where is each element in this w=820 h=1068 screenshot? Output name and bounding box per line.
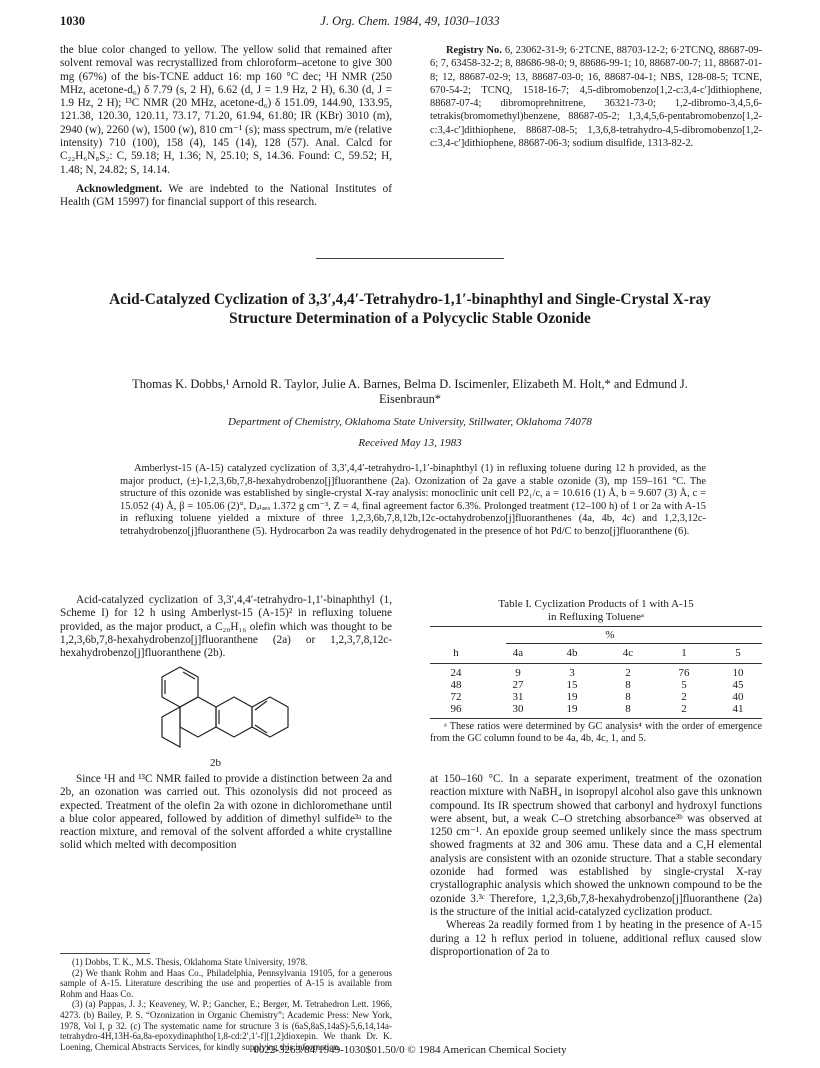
- table-cell: 76: [678, 667, 690, 679]
- table-cell: 45: [732, 679, 744, 691]
- footnote-1: (1) Dobbs, T. K., M.S. Thesis, Oklahoma State University, 1978.: [72, 957, 308, 967]
- affiliation: Department of Chemistry, Oklahoma State University, Stillwater, Oklahoma 74078: [228, 416, 592, 428]
- table-cell: 30: [512, 703, 524, 715]
- column-header: 4a: [512, 647, 524, 659]
- table-title: [430, 598, 762, 624]
- column-header: 1: [681, 647, 687, 659]
- column-header: 4c: [622, 647, 634, 659]
- left-column-body: [60, 773, 392, 853]
- table-row: [430, 703, 762, 716]
- footnote-rule: [60, 953, 150, 954]
- table-header-rule: [430, 663, 762, 664]
- table-cell: 41: [732, 703, 744, 715]
- table-top-rule: [430, 626, 762, 627]
- page-number: 1030: [60, 14, 85, 28]
- table-cell: 48: [450, 679, 462, 691]
- received-date: Received May 13, 1983: [358, 437, 462, 449]
- table-cell: 2: [625, 667, 631, 679]
- table-percent-rule: [506, 643, 762, 644]
- table-cell: 19: [566, 703, 578, 715]
- registry-text: 6, 23062-31-9; 6·2TCNE, 88703-12-2; 6·2TCNQ, 88687-09-6; 7, 63458-32-2; 8, 88686-98-0; 9, 88686-99-1; 10, 88687-00-7; 11, 88687-01-8; 12, 88687-02-9; 13, 88687-03-0; 16, 88687-04-1; NBS, 128-08-5; TCNE, 670-54-2; TCNQ, 1518-16-7; 4,5-dibromobenzo[1,2-c:3,4-c′]dithiophene, 88687-07-4; dibromoprehnitrene, 36321-73-0; 1,2-dibromo-3,4,5,6-tetrakis(bromomethyl)benzene, 88687-05-2; 1,3,4,5,6-pentabromobenzo[1,2-c:3,4-c′]dithiophene, 88687-08-5; 1,3,6,8-tetrahydro-4,5-dibromobenzo[1,2-c:3,4-c′]dithiophene, 88687-06-3; sodium disulfide, 1313-82-2.: [430, 45, 763, 150]
- table-cell: 5: [681, 679, 687, 691]
- table-title-line-2: in Refluxing Tolueneᵃ: [547, 611, 645, 623]
- author-list: Thomas K. Dobbs,¹ Arnold R. Taylor, Julie A. Barnes, Belma D. Iscimenler, Elizabeth M. Holt,* and Edmund J. Eisenbraun*: [132, 377, 688, 406]
- table-cell: 40: [732, 691, 744, 703]
- table-percent-label: %: [605, 629, 615, 641]
- table-title-line-1: Table I. Cyclization Products of 1 with A-15: [498, 598, 694, 610]
- table-cell: 19: [566, 691, 578, 703]
- column-header: 5: [735, 647, 741, 659]
- table-header-row: [430, 647, 762, 660]
- footnote-2: (2) We thank Rohm and Haas Co., Philadelphia, Pennsylvania 19105, for a generous sample of A-15. Literature describing the use and properties of A-15 is available from Rohm and Haas Co.: [60, 967, 392, 999]
- table-cell: 8: [625, 703, 631, 715]
- right-column-body: [430, 773, 762, 959]
- table-cell: 2: [681, 691, 687, 703]
- disproportionation-paragraph: Whereas 2a readily formed from 1 by heating in the presence of A-15 during a 12 h reflux period in toluene, additional reflux caused slow disproportionation of 2a to: [430, 919, 762, 958]
- intro-column: [60, 594, 392, 660]
- table-cell: 31: [512, 691, 524, 703]
- ozonide-paragraph: at 150–160 °C. In a separate experiment, treatment of the ozonation reaction mixture with NaBH₄ in isopropyl alcohol also gave this unknown compound. Its IR spectrum showed that carbonyl and hydroxyl functions were absent, but, a weak C–O stretching absorbance³ᵇ was observed at 1250 cm⁻¹. An epoxide group seemed unlikely since the mass spectrum showed fragments at 32 and 306 amu. These data and a C,H elemental analysis are consistent with an ozonide structure. That a stable secondary ozonide had formed was established by single-crystal X-ray crystallographic analysis which showed the unknown compound to be the ozonide 3.³ᶜ Therefore, 1,2,3,6b,7,8-hexahydrobenzo[j]fluoranthene (2a) is the structure of the initial acid-catalyzed cyclization product.: [430, 773, 763, 918]
- table-bottom-rule: [430, 718, 762, 719]
- table-cell: 8: [625, 679, 631, 691]
- acknowledgment-label: Acknowledgment.: [76, 182, 163, 195]
- page-footer: 0022-3263/84/1949-1030$01.50/0 © 1984 American Chemical Society: [253, 1044, 567, 1056]
- table-footnote: ᵃ These ratios were determined by GC analysis⁴ with the order of emergence from the GC column found to be 4a, 4b, 4c, 1, and 5.: [430, 721, 762, 745]
- registry-label: Registry No.: [446, 45, 502, 56]
- table-cell: 9: [515, 667, 521, 679]
- column-header: h: [453, 647, 459, 659]
- table-cell: 27: [512, 679, 524, 691]
- structure-label: 2b: [210, 757, 221, 769]
- table-cell: 3: [569, 667, 575, 679]
- running-header: J. Org. Chem. 1984, 49, 1030–1033: [320, 14, 500, 28]
- previous-article-experimental: [60, 44, 392, 210]
- acknowledgment-paragraph: [60, 183, 392, 210]
- structure-2b-drawing: [150, 663, 290, 755]
- table-cell: 2: [681, 703, 687, 715]
- article-title: Acid-Catalyzed Cyclization of 3,3′,4,4′-Tetrahydro-1,1′-binaphthyl and Single-Crystal X-ray Structure Determination of a Polycyclic Stable Ozonide: [109, 291, 711, 327]
- column-header: 4b: [566, 647, 578, 659]
- table-cell: 15: [566, 679, 578, 691]
- footnote-3: (3) (a) Pappas, J. J.; Keaveney, W. P.; Gancher, E.; Berger, M. Tetrahedron Lett. 1966, 4273. (b) Bailey, P. S. “Ozonization in Organic Chemistry”; Academic Press: New York, 1978, Vol I, p 32. (c) The systematic name for structure 3 is (6aS,8aS,14aS)-5,6,14,14a-tetrahydro-4H,13H-6a,8a-epoxydinaphtho[1,8-cd:2′,1′-f][1,2]dioxepin. We thank Dr. K. Loening, Chemical Abstracts Services, for kindly supplying this information.: [60, 999, 392, 1052]
- previous-article-registry: [430, 44, 762, 150]
- registry-paragraph: [430, 44, 762, 150]
- experimental-tail-paragraph: the blue color changed to yellow. The yellow solid that remained after solvent removal was recrystallized from chloroform–acetone to give 300 mg (67%) of the bis-TCNE adduct 16: mp 160 °C dec; ¹H NMR (250 MHz, acetone-d₆) δ 7.79 (s, 2 H), 6.62 (d, J = 1.9 Hz, 2 H), 6.30 (d, J = 1.9 Hz, 2 H); ¹³C NMR (20 MHz, acetone-d₆) δ 151.09, 144.90, 133.95, 121.38, 120.30, 120.11, 73.17, 71.20, 61.94, 61.80; IR (KBr) 3010 (m), 2940 (w), 2260 (w), 1500 (w), 810 cm⁻¹ (s); mass spectrum, m/e (relative intensity) 710 (100), 158 (4), 145 (14), 128 (57). Anal. Calcd for C₂₂H₆N₈S₂: C, 59.18; H, 1.36; N, 25.10; S, 14.36. Found: C, 59.52; H, 1.48; N, 24.82; S, 14.14.: [60, 44, 392, 176]
- table-cell: 72: [450, 691, 462, 703]
- ozonation-paragraph: Since ¹H and ¹³C NMR failed to provide a distinction between 2a and 2b, an ozonation was carried out. This ozonolysis did not proceed as expected. Treatment of the olefin 2a with ozone in dichloromethane until a blue color appeared, followed by addition of dimethyl sulfide³ᵃ to the reaction mixture, and removal of the solvent afforded a white crystalline solid which melted with decomposition: [60, 773, 392, 852]
- abstract: Amberlyst-15 (A-15) catalyzed cyclization of 3,3′,4,4′-tetrahydro-1,1′-binaphthyl (1) in refluxing toluene during 12 h provided, as the major product, (±)-1,2,3,6b,7,8-hexahydrobenzo[j]fluoranthene (2a). Ozonization of 2a gave a stable ozonide (3), mp 159–161 °C. The structure of this ozonide was established by single-crystal X-ray analysis: monoclinic unit cell P2₁/c, a = 10.616 (1) Å, b = 9.607 (3) Å, c = 15.052 (4) Å, β = 105.06 (2)°, Dₐₗₔₑₔ 1.372 g cm⁻³, Z = 4, final agreement factor 6.3%. Prolonged treatment (12–100 h) of 1 or 2a with A-15 in refluxing toluene yielded a mixture of three 1,2,3,6b,7,8,12b,12c-octahydrobenzo[j]fluoranthenes (4a, 4b, 4c) and 1,2,3,12c-tetrahydrobenzo[j]fluoranthene (5). Hydrocarbon 2a was readily dehydrogenated in the presence of hot Pd/C to benzo[j]fluoranthene (6).: [120, 463, 706, 537]
- table-cell: 24: [450, 667, 462, 679]
- acknowledgment-text: We are indebted to the National Institutes of Health (GM 15997) for financial support of this research.: [60, 182, 392, 209]
- table-cell: 8: [625, 691, 631, 703]
- article-divider: [316, 258, 504, 259]
- table-cell: 10: [732, 667, 744, 679]
- footnotes: [60, 957, 392, 1052]
- table-cell: 96: [450, 703, 462, 715]
- intro-paragraph: Acid-catalyzed cyclization of 3,3′,4,4′-tetrahydro-1,1′-binaphthyl (1, Scheme I) for 12 h using Amberlyst-15 (A-15)² in refluxing toluene provided, as the major product, a C₂₀H₁₆ olefin which was thought to be 1,2,3,6b,7,8-hexahydrobenzo[j]fluoranthene (2a) or 1,2,3,7,8,12c-hexahydrobenzo[j]fluoranthene (2b).: [60, 594, 392, 660]
